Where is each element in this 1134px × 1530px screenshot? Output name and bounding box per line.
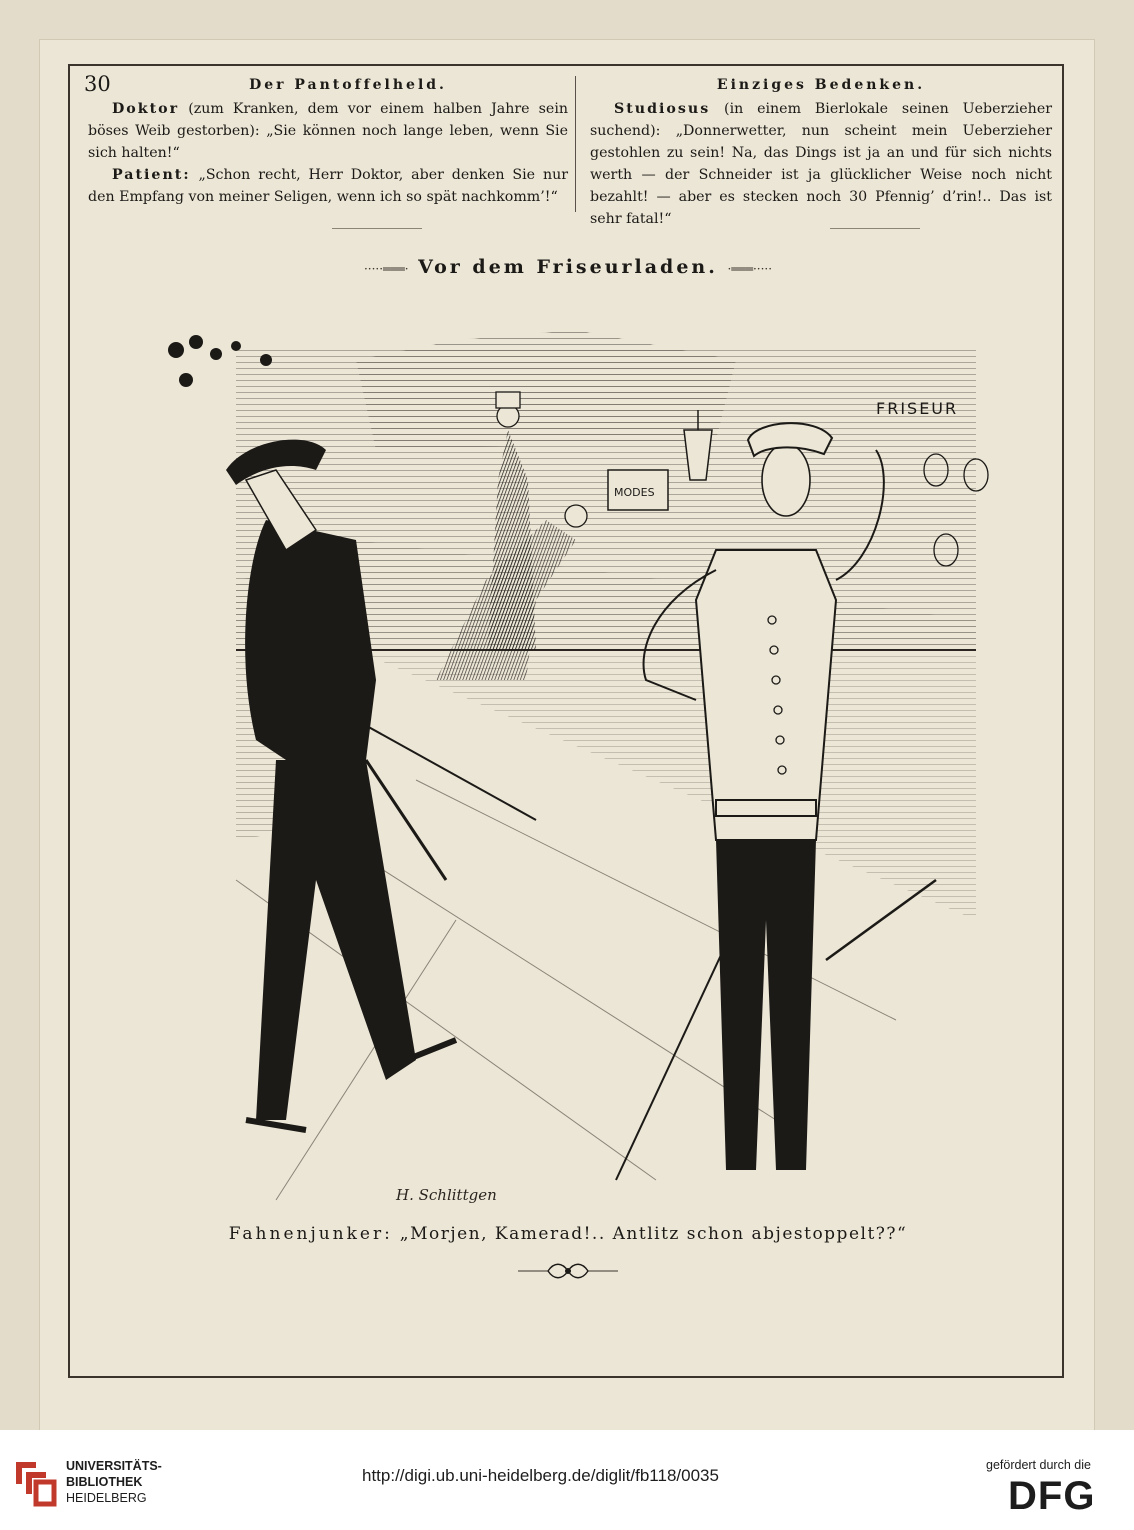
university-library-logo [12, 1458, 58, 1508]
speaker-label-studiosus: Studiosus [614, 101, 711, 117]
right-paragraph-1-text: (in einem Bierlokale seinen Ueberzieher suchend): „Donnerwetter, nun scheint mein Ueberzieher gestohlen zu sein! Na, das Dings ist ja an und für sich nichts werth — der Schneider ist ja glücklicher Weise noch nicht bezahlt! — aber es stecken noch 30 Pfennig’ d’rin!.. Das ist sehr fatal!“ [590, 101, 1052, 227]
artist-signature: H. Schlittgen [396, 1186, 497, 1204]
scanned-page [40, 40, 1094, 1430]
left-paragraph-1 [88, 98, 568, 164]
tailpiece-ornament [518, 1260, 618, 1282]
friseur-sign-text: FRISEUR [876, 399, 959, 418]
heading-text: Vor dem Friseurladen. [418, 256, 718, 278]
caption-text: „Morjen, Kamerad!.. Antlitz schon abjestoppelt??“ [399, 1224, 908, 1244]
library-name-line-3: HEIDELBERG [66, 1491, 147, 1505]
left-short-rule [332, 228, 422, 229]
page-number: 30 [84, 72, 111, 96]
illustration-caption [70, 1224, 1066, 1244]
right-column [590, 74, 1052, 230]
speaker-label-doktor: Doktor [112, 101, 180, 117]
heading-ornament-right: ·═══····· [727, 262, 773, 276]
column-divider [575, 76, 576, 212]
left-column [88, 74, 568, 208]
library-name-line-2: BIBLIOTHEK [66, 1475, 143, 1489]
left-paragraph-1-text: (zum Kranken, dem vor einem halben Jahre sein böses Weib gestorben): „Sie können noch lange leben, wenn Sie sich halten!“ [88, 101, 568, 161]
dfg-logo: DFG [1008, 1474, 1096, 1518]
library-name [66, 1458, 162, 1506]
left-paragraph-2 [88, 164, 568, 208]
right-paragraph-1 [590, 98, 1052, 230]
shop-sign [876, 399, 958, 418]
modes-sign-text: MODES [614, 486, 655, 499]
digitization-footer [0, 1430, 1134, 1530]
caption-speaker: Fahnenjunker: [228, 1224, 393, 1244]
left-paragraph-2-text: „Schon recht, Herr Doktor, aber denken Sie nur den Empfang von meiner Seligen, wenn ich so spät nachkomm’!“ [88, 167, 569, 205]
heading-ornament-left: ·····═══· [363, 262, 409, 276]
right-column-title: Einziges Bedenken. [716, 77, 926, 93]
speaker-label-patient: Patient: [112, 167, 191, 183]
funded-by-text: gefördert durch die [986, 1458, 1091, 1472]
window-sign [608, 470, 668, 510]
permalink-url[interactable]: http://digi.ub.uni-heidelberg.de/diglit/fb118/0035 [362, 1466, 719, 1485]
cartoon-illustration [156, 320, 1016, 1210]
left-column-title: Der Pantoffelheld. [249, 77, 447, 93]
library-name-line-1: UNIVERSITÄTS- [66, 1459, 162, 1473]
page-frame [68, 64, 1064, 1378]
illustration-heading [70, 256, 1066, 278]
right-short-rule [830, 228, 920, 229]
